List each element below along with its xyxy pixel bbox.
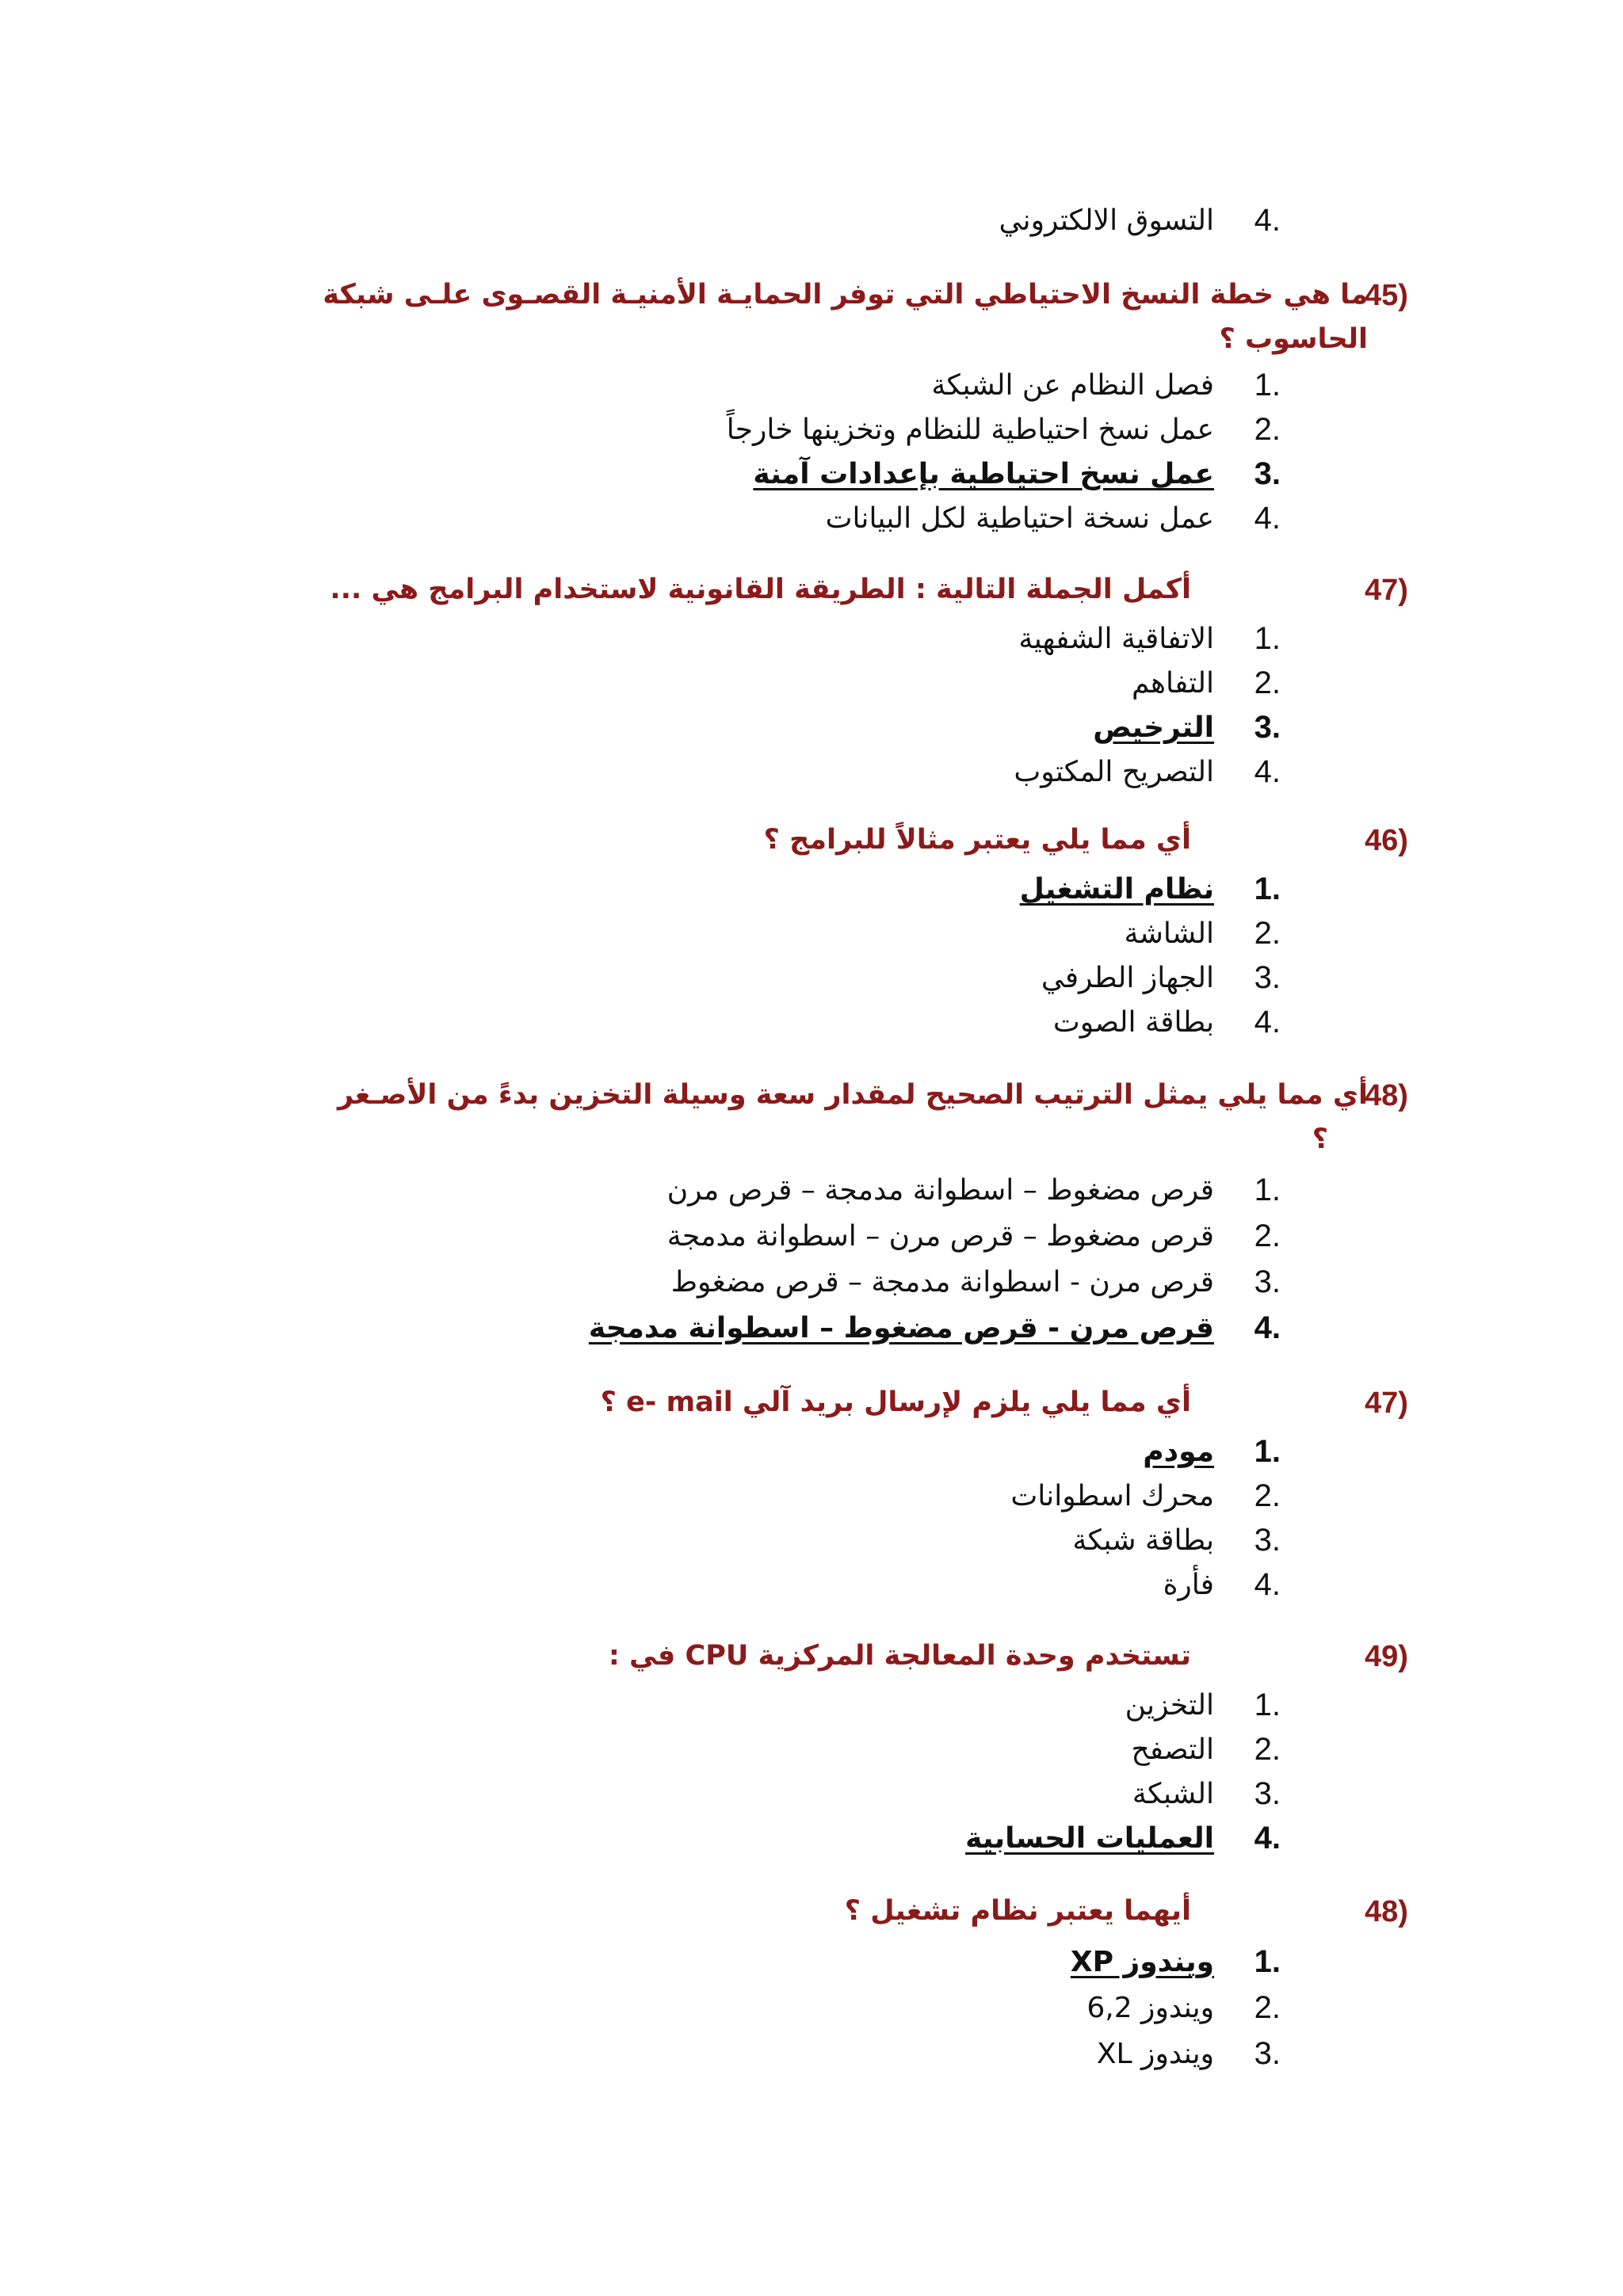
option-number: 4. [1254,753,1281,789]
option-text: قرص مرن - اسطوانة مدمجة – قرص مضغوط [670,1265,1214,1299]
option-text: عمل نسخ احتياطية بإعدادات آمنة [753,457,1214,490]
option-text: العمليات الحسابية [965,1821,1214,1855]
q48b-option-3 [1097,2031,1281,2076]
option-text: بطاقة الصوت [1052,1005,1214,1039]
option-text: نظام التشغيل [1019,872,1214,906]
q46-option-4 [1053,1000,1281,1044]
option-text: الشبكة [1132,1777,1214,1810]
option-text: عمل نسخة احتياطية لكل البيانات [825,502,1214,535]
q45-option-1 [931,363,1281,407]
q0-option-4 [999,198,1281,242]
option-number: 1. [1254,1687,1281,1722]
option-number: 4. [1254,1004,1281,1039]
option-number: 1. [1254,871,1281,906]
q46-text: أي مما يلي يعتبر مثالاً للبرامج ؟ [763,824,1191,856]
option-number: 2. [1254,1218,1281,1253]
option-text: عمل نسخ احتياطية للنظام وتخزينها خارجاً [726,413,1214,446]
q46-number: 46) [1365,824,1408,857]
q47b-option-1-correct [1143,1429,1281,1474]
q46-option-2 [1124,911,1281,955]
q46-option-1-correct [1020,867,1281,911]
q47a-option-2 [1132,661,1281,705]
q49-option-2 [1131,1727,1281,1772]
q49-option-1 [1125,1683,1281,1727]
option-number: 3. [1254,709,1281,745]
option-number: 2. [1254,1731,1281,1767]
option-number: 2. [1254,665,1281,700]
option-number: 4. [1254,1310,1281,1345]
q47a-option-3-correct [1093,705,1281,749]
option-text: التصفح [1131,1733,1214,1766]
option-number: 1. [1254,1433,1281,1469]
q48a-text-line2: ؟ [1312,1123,1328,1155]
q47a-number: 47) [1365,574,1408,607]
option-text: التفاهم [1132,666,1214,700]
option-text: الاتفاقية الشفهية [1018,622,1214,655]
option-number: 3. [1254,1264,1281,1299]
option-number: 2. [1254,915,1281,951]
q47b-option-4 [1163,1562,1281,1607]
option-number: 4. [1254,1566,1281,1602]
option-text: محرك اسطوانات [1010,1479,1214,1512]
option-number: 4. [1254,500,1281,536]
option-number: 3. [1254,1775,1281,1811]
q49-number: 49) [1365,1640,1408,1673]
option-text: التصريح المكتوب [1014,755,1214,788]
q47b-option-2 [1010,1474,1281,1518]
q47a-option-4 [1014,749,1281,794]
option-text: فصل النظام عن الشبكة [931,368,1214,402]
option-number: 3. [1254,2035,1281,2071]
option-text: الشاشة [1124,917,1214,950]
q48b-number: 48) [1365,1895,1408,1928]
q49-option-3 [1132,1772,1281,1816]
option-number: 4. [1254,202,1281,238]
q47b-text: أي مما يلي يلزم لإرسال بريد آلي e- mail ؟ [600,1386,1191,1418]
q47a-option-1 [1018,616,1281,661]
q48a-option-3 [671,1260,1281,1304]
option-text: ويندوز 6,2 [1086,1991,1214,2024]
option-number: 1. [1254,1943,1281,1979]
option-number: 1. [1254,367,1281,402]
option-number: 4. [1254,1820,1281,1855]
q48b-option-2 [1086,1985,1281,2030]
q47b-number: 47) [1365,1386,1408,1420]
q47a-text: أكمل الجملة التالية : الطريقة القانونية لاستخدام البرامج هي ... [330,574,1191,605]
option-text: قرص مرن - قرص مضغوط – اسطوانة مدمجة [588,1311,1214,1344]
q48a-number: 48) [1365,1079,1408,1112]
q48b-option-1-correct [1071,1939,1281,1984]
option-text: مودم [1143,1435,1214,1468]
option-text: الجهاز الطرفي [1041,961,1214,994]
option-text: قرص مضغوط – قرص مرن – اسطوانة مدمجة [666,1219,1214,1253]
q49-text: تستخدم وحدة المعالجة المركزية CPU في : [608,1640,1191,1672]
q48a-option-2 [667,1214,1281,1258]
q45-text-line2: الحاسوب ؟ [1219,323,1368,355]
q45-option-3-correct [753,452,1281,496]
q48a-option-1 [667,1168,1281,1212]
q45-option-4 [826,496,1281,540]
q45-option-2 [727,407,1281,452]
option-text: الترخيص [1093,711,1214,744]
q48b-text: أيهما يعتبر نظام تشغيل ؟ [844,1895,1191,1927]
q48a-text-line1: أي مما يلي يمثل الترتيب الصحيح لمقدار سعة وسيلة التخزين بدءً من الأصـغر [338,1079,1368,1111]
option-text: بطاقة شبكة [1072,1524,1214,1557]
q46-option-3 [1041,955,1281,1000]
option-number: 3. [1254,1522,1281,1558]
q45-number: 45) [1365,279,1408,312]
q45-text-line1: ما هي خطة النسخ الاحتياطي التي توفر الحمايـة الأمنيـة القصـوى علـى شبكة [323,279,1368,311]
option-text: قرص مضغوط – اسطوانة مدمجة – قرص مرن [666,1173,1214,1207]
option-number: 2. [1254,411,1281,447]
option-number: 1. [1254,620,1281,656]
option-text: فأرة [1163,1568,1214,1601]
option-number: 3. [1254,959,1281,995]
option-text: التسوق الالكتروني [999,204,1214,237]
option-text: ويندوز XP [1070,1945,1214,1978]
q47b-option-3 [1072,1518,1281,1562]
q48a-option-4-correct [589,1306,1281,1350]
option-number: 2. [1254,1478,1281,1513]
option-number: 2. [1254,1989,1281,2025]
option-number: 1. [1254,1172,1281,1207]
option-number: 3. [1254,456,1281,491]
option-text: ويندوز XL [1096,2037,1214,2070]
option-text: التخزين [1125,1688,1214,1722]
q49-option-4-correct [965,1816,1281,1860]
